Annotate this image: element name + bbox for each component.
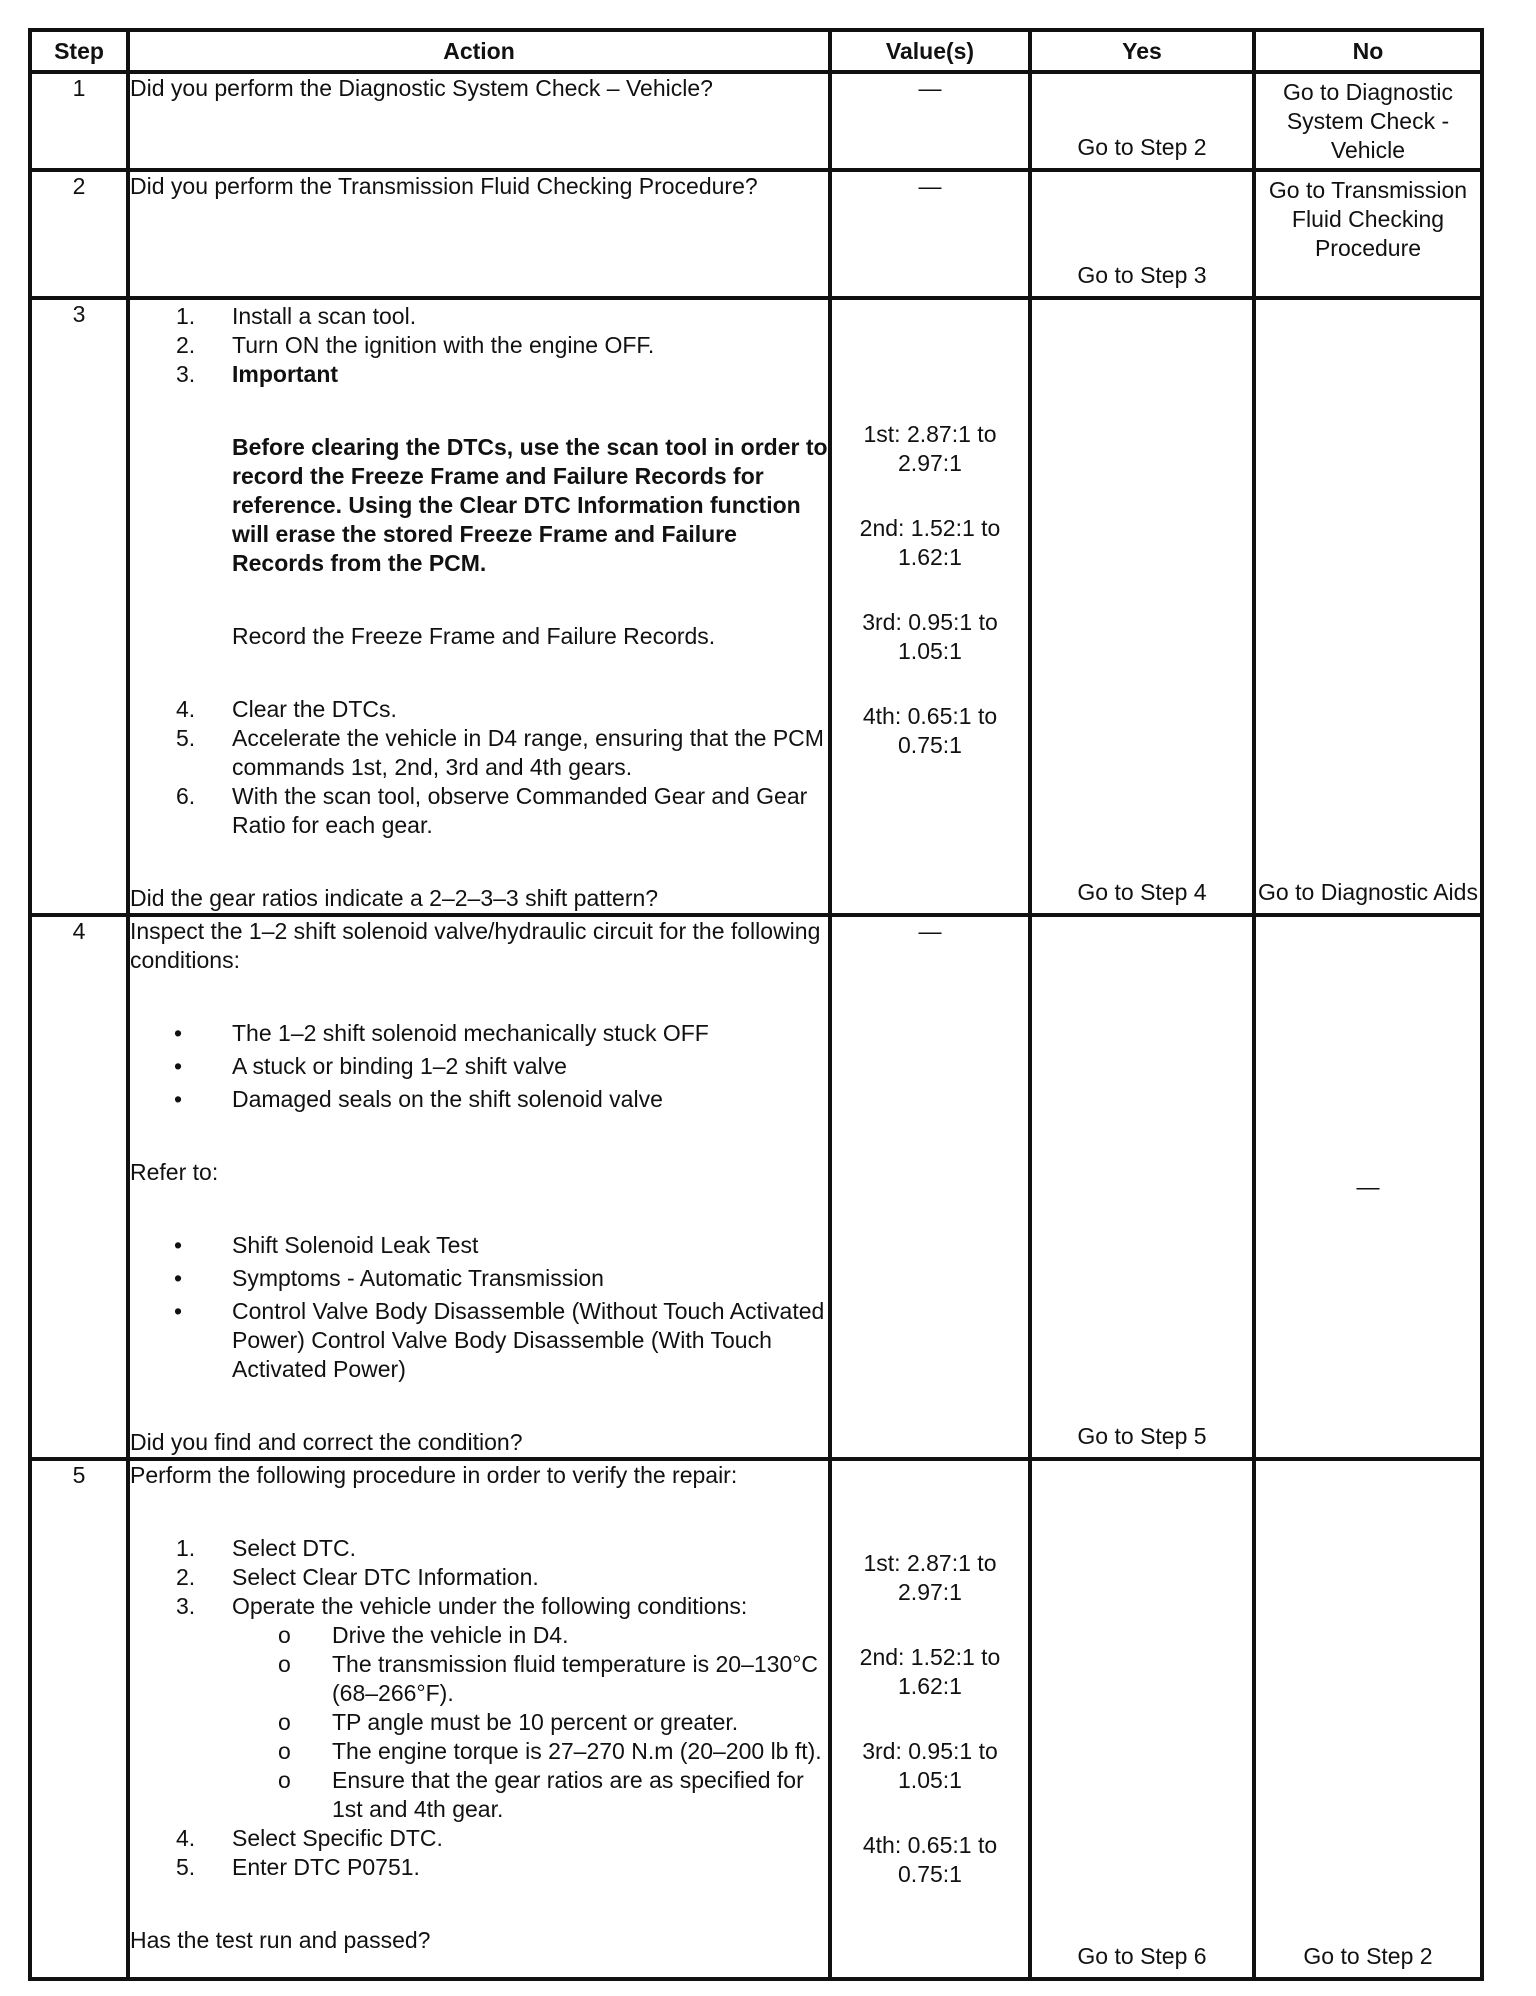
list-item: 2. Turn ON the ignition with the engine OFF. [176, 332, 655, 358]
yes-link[interactable]: Go to Step 4 [1077, 879, 1207, 905]
value-cell: — [830, 72, 1030, 170]
sub-item: o Drive the vehicle in D4. [278, 1622, 569, 1648]
question: Did you perform the Diagnostic System Check – Vehicle? [130, 75, 713, 101]
list-item: • Damaged seals on the shift solenoid valve [174, 1086, 663, 1112]
yes-cell [1030, 72, 1254, 170]
no-cell [1254, 298, 1482, 915]
list-item: 1. Install a scan tool. [176, 303, 417, 329]
reference-link[interactable]: • Shift Solenoid Leak Test [174, 1232, 479, 1258]
list-item: 5. Accelerate the vehicle in D4 range, ensuring that the PCM commands 1st, 2nd, 3rd and 4th gears. [176, 725, 824, 780]
reference-link[interactable]: • Symptoms - Automatic Transmission [174, 1265, 604, 1291]
no-cell [1254, 72, 1482, 170]
record-note: Record the Freeze Frame and Failure Records. [232, 623, 716, 649]
important-note: Before clearing the DTCs, use the scan tool in order to record the Freeze Frame and Failure Records for reference. Using the Clear DTC Information function will erase the stored Freeze Frame and Failure Records from the PCM. [232, 434, 828, 576]
no-value: — [1356, 1173, 1380, 1200]
ratio-value: 4th: 0.65:1 to 0.75:1 [862, 1832, 998, 1887]
action-cell [128, 72, 830, 170]
step-number: 3 [30, 298, 128, 915]
value-cell: — [830, 915, 1030, 1459]
yes-link[interactable]: Go to Step 2 [1077, 134, 1207, 160]
action-cell [128, 170, 830, 298]
intro: Inspect the 1–2 shift solenoid valve/hydraulic circuit for the following conditions: [130, 918, 821, 973]
yes-cell [1030, 298, 1254, 915]
header-row [30, 30, 1482, 72]
intro: Perform the following procedure in order to verify the repair: [130, 1462, 738, 1488]
step-number: 2 [30, 170, 128, 298]
list-item: 3. Operate the vehicle under the following conditions: [176, 1593, 748, 1619]
action-cell [128, 1459, 830, 1979]
diagnostic-table [28, 28, 1484, 1981]
value-cell: — [830, 170, 1030, 298]
step-number: 5 [30, 1459, 128, 1979]
no-cell [1254, 170, 1482, 298]
refer-label: Refer to: [130, 1159, 219, 1185]
question: Has the test run and passed? [130, 1927, 431, 1953]
table-row-step-2 [30, 170, 1482, 298]
question: Did you perform the Transmission Fluid Checking Procedure? [130, 173, 758, 199]
list-item: 4. Clear the DTCs. [176, 696, 397, 722]
no-link[interactable]: Go to Step 2 [1303, 1943, 1433, 1969]
ratio-value: 3rd: 0.95:1 to 1.05:1 [862, 1738, 998, 1793]
no-cell [1254, 915, 1482, 1459]
list-item: 4. Select Specific DTC. [176, 1825, 443, 1851]
yes-cell [1030, 1459, 1254, 1979]
ratio-value: 4th: 0.65:1 to 0.75:1 [862, 703, 998, 758]
yes-cell [1030, 915, 1254, 1459]
yes-link[interactable]: Go to Step 3 [1077, 262, 1207, 288]
table-row-step-4 [30, 915, 1482, 1459]
ratio-value: 1st: 2.87:1 to 2.97:1 [863, 421, 997, 476]
yes-link[interactable]: Go to Step 6 [1077, 1943, 1207, 1969]
sub-item: o The transmission fluid temperature is 20–130°C (68–266°F). [278, 1651, 819, 1706]
value-cell [830, 1459, 1030, 1979]
sub-item: o The engine torque is 27–270 N.m (20–200 lb ft). [278, 1738, 822, 1764]
sub-item: o Ensure that the gear ratios are as specified for 1st and 4th gear. [278, 1767, 804, 1822]
ratio-value: 1st: 2.87:1 to 2.97:1 [863, 1550, 997, 1605]
step-number: 1 [30, 72, 128, 170]
ratio-value: 2nd: 1.52:1 to 1.62:1 [859, 515, 1001, 570]
list-item: 2. Select Clear DTC Information. [176, 1564, 539, 1590]
action-cell [128, 915, 830, 1459]
header-values: Value(s) [830, 30, 1030, 72]
yes-cell [1030, 170, 1254, 298]
question: Did you find and correct the condition? [130, 1429, 523, 1455]
table-row-step-5 [30, 1459, 1482, 1979]
ratio-value: 3rd: 0.95:1 to 1.05:1 [862, 609, 998, 664]
action-cell [128, 298, 830, 915]
question: Did the gear ratios indicate a 2–2–3–3 shift pattern? [130, 885, 659, 911]
list-item: • The 1–2 shift solenoid mechanically stuck OFF [174, 1020, 709, 1046]
no-cell [1254, 1459, 1482, 1979]
header-action: Action [128, 30, 830, 72]
header-step: Step [30, 30, 128, 72]
list-item: 5. Enter DTC P0751. [176, 1854, 420, 1880]
header-no: No [1254, 30, 1482, 72]
yes-link[interactable]: Go to Step 5 [1077, 1423, 1207, 1449]
no-link[interactable]: Go to Diagnostic System Check - Vehicle [1282, 79, 1454, 163]
list-item: 3. Important [176, 361, 339, 387]
value-cell [830, 298, 1030, 915]
header-yes: Yes [1030, 30, 1254, 72]
no-link[interactable]: Go to Diagnostic Aids [1258, 879, 1478, 905]
sub-item: o TP angle must be 10 percent or greater. [278, 1709, 739, 1735]
list-item: • A stuck or binding 1–2 shift valve [174, 1053, 567, 1079]
step-number: 4 [30, 915, 128, 1459]
ratio-value: 2nd: 1.52:1 to 1.62:1 [859, 1644, 1001, 1699]
table-row-step-1 [30, 72, 1482, 170]
list-item: 1. Select DTC. [176, 1535, 356, 1561]
no-link[interactable]: Go to Transmission Fluid Checking Procedure [1268, 177, 1468, 261]
list-item: 6. With the scan tool, observe Commanded Gear and Gear Ratio for each gear. [176, 783, 808, 838]
reference-link[interactable]: • Control Valve Body Disassemble (Without Touch Activated Power) Control Valve Body Disassemble (With Touch Activated Power) [174, 1298, 825, 1382]
table-row-step-3 [30, 298, 1482, 915]
